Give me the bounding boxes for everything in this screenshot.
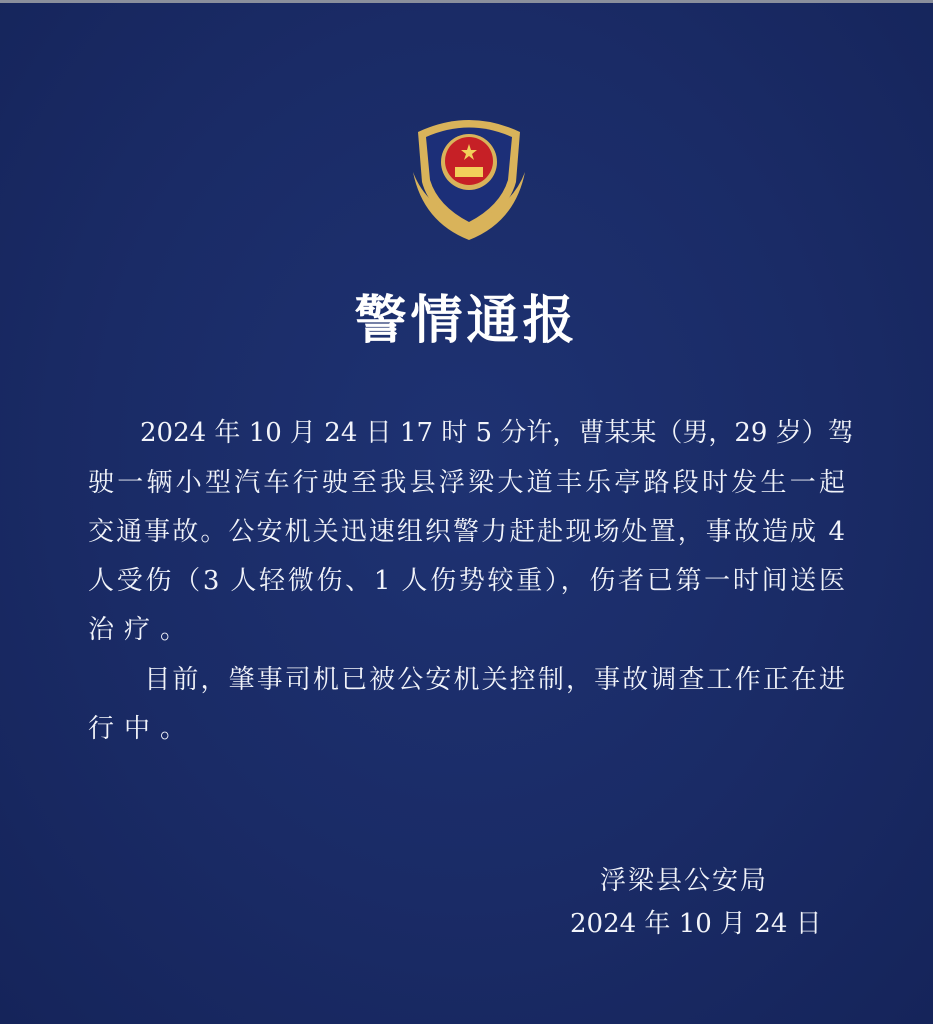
body-line: 治疗。 [88,615,197,645]
police-emblem-icon [408,112,530,242]
body-line: 目前，肇事司机已被公安机关控制，事故调查工作正在进 [88,665,845,695]
body-line: 人受伤（3 人轻微伤、1 人伤势较重），伤者已第一时间送医 [88,566,845,596]
body-line: 驶一辆小型汽车行驶至我县浮梁大道丰乐亭路段时发生一起 [88,468,845,498]
body-line: 行中。 [88,714,197,744]
body-line: 交通事故。公安机关迅速组织警力赶赴现场处置，事故造成 4 [88,517,845,547]
page-title: 警情通报 [354,290,579,351]
issuer-name: 浮梁县公安局 [600,866,769,896]
issue-date: 2024 年 10 月 24 日 [570,909,822,939]
body-line: 2024 年 10 月 24 日 17 时 5 分许，曹某某（男，29 岁）驾 [88,418,854,448]
top-border [0,0,933,3]
